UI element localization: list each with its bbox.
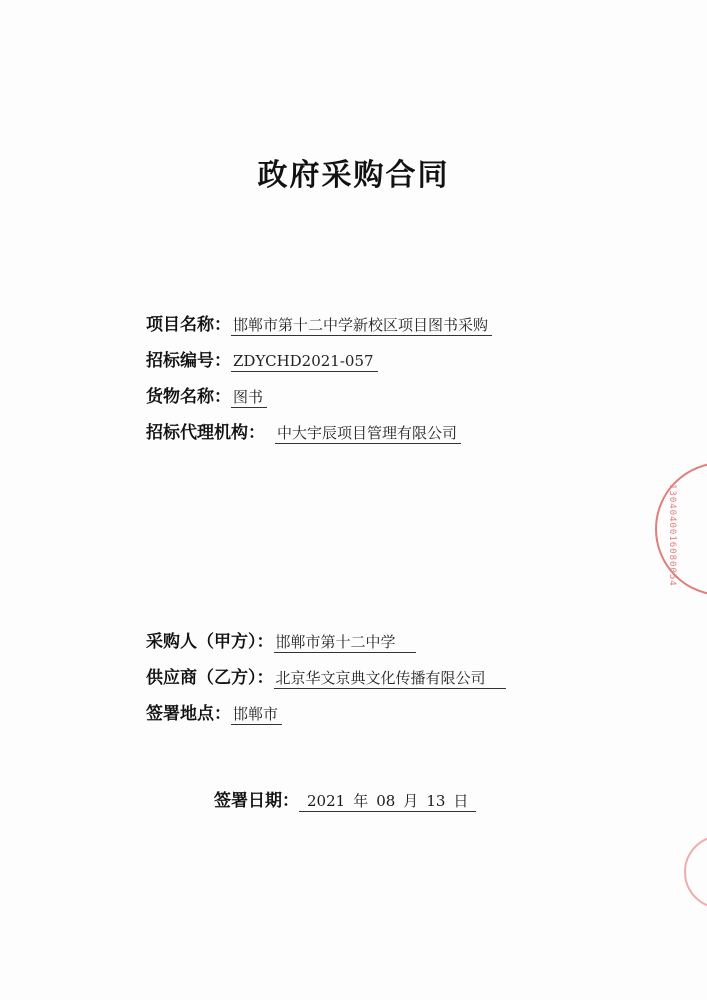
field-value: 北京华文京典文化传播有限公司 bbox=[274, 668, 506, 689]
date-year: 2021 bbox=[307, 792, 346, 810]
field-project-name bbox=[146, 313, 492, 337]
field-value: 图书 bbox=[231, 387, 267, 408]
field-label: 招标编号： bbox=[146, 351, 231, 371]
date-month-unit: 月 bbox=[403, 792, 419, 810]
signing-place bbox=[146, 702, 282, 726]
date-value bbox=[299, 791, 476, 812]
partial-seal-stamp bbox=[684, 835, 707, 909]
field-label: 供应商（乙方）： bbox=[146, 668, 274, 688]
field-value: ZDYCHD2021-057 bbox=[231, 351, 378, 372]
seal-number: 1304040016080054 bbox=[667, 484, 677, 587]
date-day: 13 bbox=[426, 792, 446, 810]
party-supplier bbox=[146, 666, 506, 690]
field-value: 中大宇辰项目管理有限公司 bbox=[275, 423, 461, 444]
field-goods-name bbox=[146, 385, 267, 409]
party-purchaser bbox=[146, 630, 416, 654]
document-title: 政府采购合同 bbox=[257, 158, 450, 193]
field-label: 采购人（甲方）： bbox=[146, 632, 274, 652]
field-tender-agency bbox=[146, 421, 461, 445]
field-value: 邯郸市第十二中学新校区项目图书采购 bbox=[231, 315, 492, 336]
field-value: 邯郸市 bbox=[231, 704, 282, 725]
signing-date bbox=[214, 786, 476, 812]
field-value: 邯郸市第十二中学 bbox=[274, 632, 416, 653]
date-month: 08 bbox=[376, 792, 396, 810]
date-year-unit: 年 bbox=[353, 792, 369, 810]
field-label: 货物名称： bbox=[146, 387, 231, 407]
date-label: 签署日期： bbox=[214, 791, 299, 811]
field-label: 项目名称： bbox=[146, 315, 231, 335]
field-tender-number bbox=[146, 349, 378, 373]
field-label: 签署地点： bbox=[146, 704, 231, 724]
official-seal-stamp bbox=[655, 462, 707, 596]
date-day-unit: 日 bbox=[453, 792, 469, 810]
field-label: 招标代理机构： bbox=[146, 423, 265, 443]
